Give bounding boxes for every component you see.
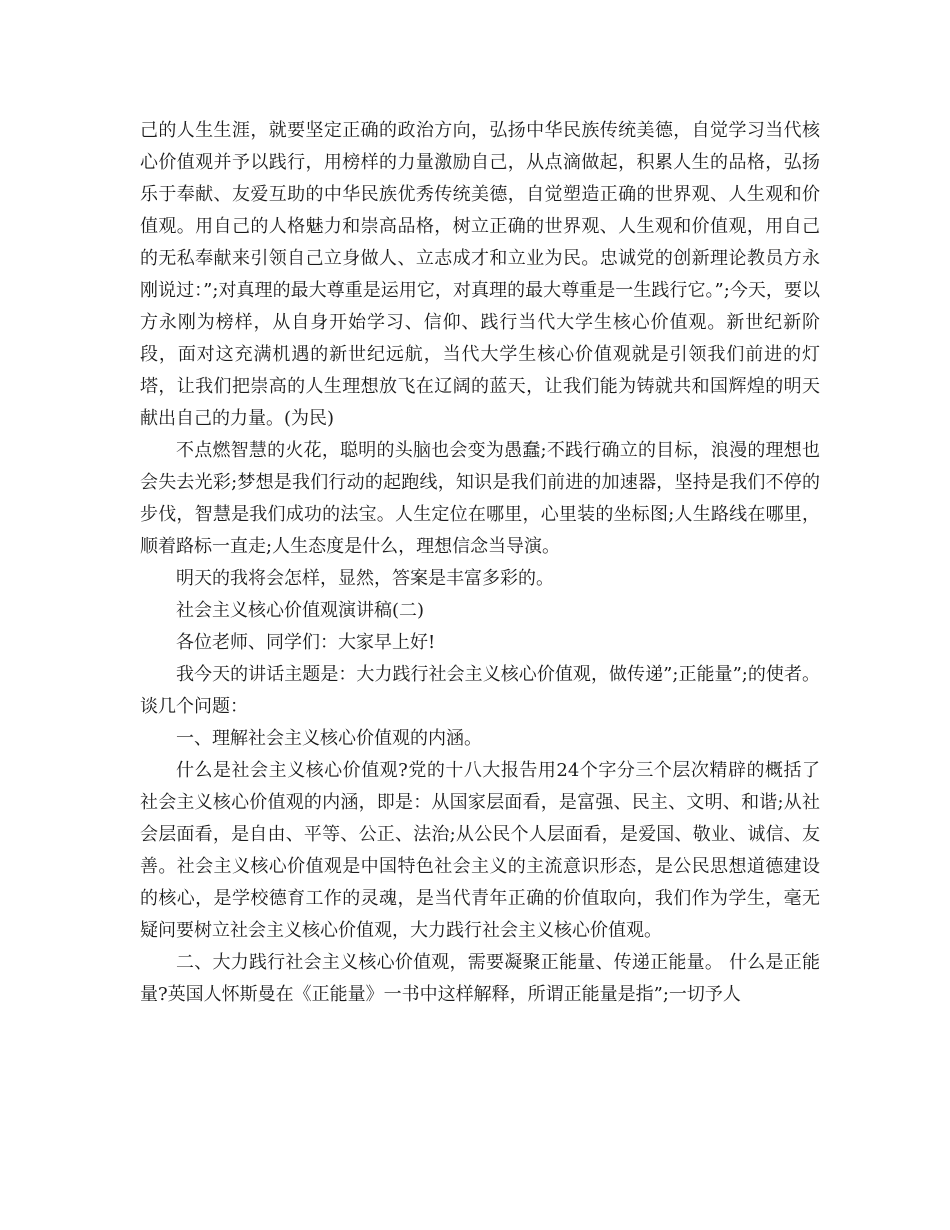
document-page (140, 115, 820, 1011)
paragraph-2: 不点燃智慧的火花，聪明的头脑也会变为愚蠢;不践行确立的目标，浪漫的理想也会失去光彩;梦想是我们行动的起跑线，知识是我们前进的加速器，坚持是我们不停的步伐，智慧是我们成功的法宝。人生定位在哪里，心里装的坐标图;人生路线在哪里，顺着路标一直走;人生态度是什么，理想信念当导演。 (140, 440, 820, 557)
paragraph-core-values: 什么是社会主义核心价值观?党的十八大报告用24个字分三个层次精辟的概括了社会主义核心价值观的内涵，即是：从国家层面看，是富强、民主、文明、和谐;从社会层面看，是自由、平等、公正、法治;从公民个人层面看，是爱国、敬业、诚信、友善。社会主义核心价值观是中国特色社会主义的主流意识形态，是公民思想道德建设的核心，是学校德育工作的灵魂，是当代青年正确的价值取向，我们作为学生，毫无疑问要树立社会主义核心价值观，大力践行社会主义核心价值观。 (140, 760, 820, 941)
speech-title: 社会主义核心价值观演讲稿(二) (176, 600, 425, 621)
section-heading-2: 二、大力践行社会主义核心价值观，需要凝聚正能量、传递正能量。 什么是正能量?英国人怀斯曼在《正能量》一书中这样解释，所谓正能量是指”;一切予人 (140, 952, 820, 1005)
speech-theme: 我今天的讲话主题是：大力践行社会主义核心价值观，做传递”;正能量”;的使者。谈几个问题： (140, 664, 820, 717)
paragraph-1: 己的人生生涯，就要坚定正确的政治方向，弘扬中华民族传统美德，自觉学习当代核心价值观并予以践行，用榜样的力量激励自己，从点滴做起，积累人生的品格，弘扬乐于奉献、友爱互助的中华民族优秀传统美德，自觉塑造正确的世界观、人生观和价值观。用自己的人格魅力和崇高品格，树立正确的世界观、人生观和价值观，用自己的无私奉献来引领自己立身做人、立志成才和立业为民。忠诚党的创新理论教员方永刚说过：”;对真理的最大尊重是运用它，对真理的最大尊重是一生践行它。”;今天，要以方永刚为榜样，从自身开始学习、信仰、践行当代大学生核心价值观。新世纪新阶段，面对这充满机遇的新世纪远航，当代大学生核心价值观就是引领我们前进的灯塔，让我们把崇高的人生理想放飞在辽阔的蓝天，让我们能为铸就共和国辉煌的明天献出自己的力量。(为民) (140, 120, 820, 429)
section-heading-1: 一、理解社会主义核心价值观的内涵。 (176, 728, 482, 749)
greeting: 各位老师、同学们：大家早上好! (176, 632, 436, 653)
paragraph-3: 明天的我将会怎样，显然，答案是丰富多彩的。 (176, 568, 554, 589)
